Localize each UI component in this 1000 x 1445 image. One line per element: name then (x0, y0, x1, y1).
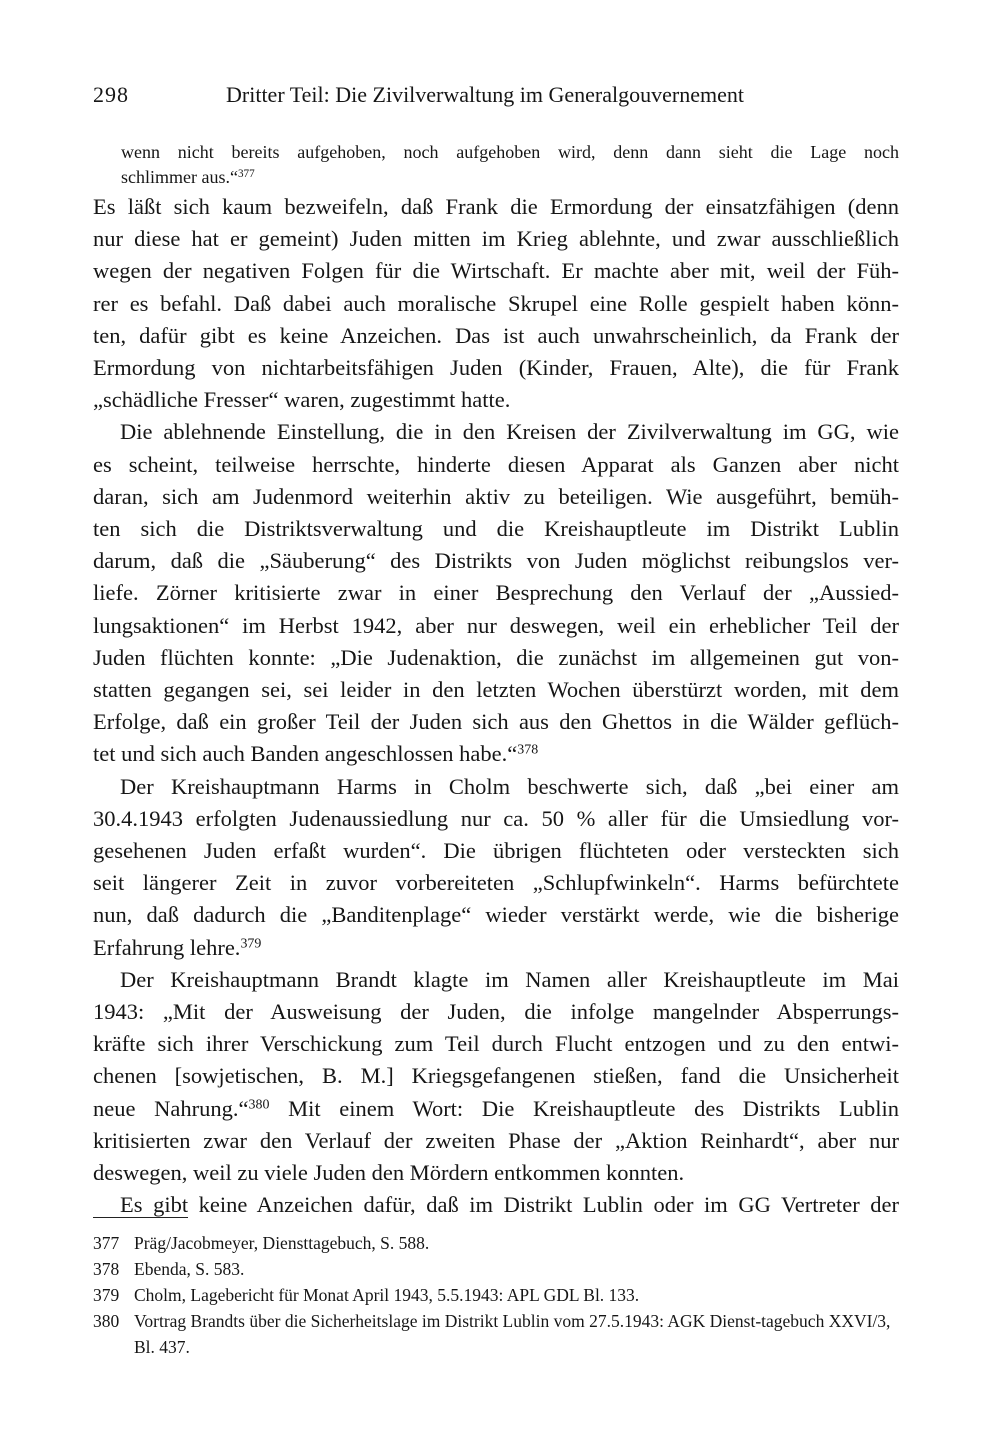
body-text (93, 191, 899, 1222)
text-line (93, 738, 899, 770)
footnote (93, 1230, 899, 1256)
footnote-text: Cholm, Lagebericht für Monat April 1943, 5.5.1943: APL GDL Bl. 133. (134, 1285, 640, 1305)
footnote-rule (93, 1217, 188, 1218)
paragraph (93, 1189, 899, 1221)
text-line: Ermordung von nichtarbeitsfähigen Juden (Kinder, Frauen, Alte), die für Frank (93, 355, 899, 381)
footnote-text: Ebenda, S. 583. (134, 1259, 245, 1279)
quote-line: wenn nicht bereits aufgehoben, noch aufgehoben wird, denn dann sieht die Lage noch (121, 142, 899, 162)
text-line: 30.4.1943 erfolgten Judenaussiedlung nur ca. 50 % aller für die Umsiedlung vor- (93, 805, 899, 831)
text-line: 1943: „Mit der Ausweisung der Juden, die infolge mangelnder Absperrungs- (93, 999, 899, 1025)
paragraph (93, 964, 899, 1189)
footnote-ref: 379 (240, 936, 262, 951)
footnote-number: 378 (93, 1259, 120, 1279)
footnote-number: 377 (93, 1233, 120, 1253)
text-line: es scheint, teilweise herrschte, hinderte diesen Apparat als Ganzen aber nicht (93, 451, 899, 477)
text-line: wegen der negativen Folgen für die Wirtschaft. Er machte aber mit, weil der Füh- (93, 258, 899, 284)
text-line: Die ablehnende Einstellung, die in den Kreisen der Zivilverwaltung im GG, wie (120, 419, 899, 445)
paragraph (93, 191, 899, 416)
text-line: Der Kreishauptmann Brandt klagte im Namen aller Kreishauptleute im Mai (120, 966, 899, 992)
text-line: kritisierten zwar den Verlauf der zweiten Phase der „Aktion Reinhardt“, aber nur (93, 1127, 899, 1153)
text-line-content: Erfahrung lehre. (93, 934, 241, 960)
text-line: Der Kreishauptmann Harms in Cholm beschwerte sich, daß „bei einer am (120, 773, 899, 799)
footnote-number: 380 (93, 1311, 120, 1331)
paragraph (93, 771, 899, 964)
footnote-ref: 377 (237, 167, 255, 180)
footnote-ref: 380 (248, 1097, 270, 1113)
quote-line-last (121, 165, 899, 190)
text-line: Es gibt keine Anzeichen dafür, daß im Distrikt Lublin oder im GG Vertreter der (120, 1192, 899, 1218)
paragraph (93, 416, 899, 770)
text-line: rer es befahl. Daß dabei auch moralische Skrupel eine Rolle gespielt haben könn- (93, 290, 899, 316)
footnote-number: 379 (93, 1285, 120, 1305)
running-title: Dritter Teil: Die Zivilverwaltung im Generalgouvernement (226, 82, 744, 107)
text-line: daran, sich am Judenmord weiterhin aktiv zu beteiligen. Wie ausgeführt, bemüh- (93, 483, 899, 509)
text-line: chenen [sowjetischen, B. M.] Kriegsgefangenen stießen, fand die Unsicherheit (93, 1063, 899, 1089)
block-quote (121, 140, 899, 190)
text-line: „schädliche Fresser“ waren, zugestimmt hatte. (93, 387, 511, 413)
text-line: darum, daß die „Säuberung“ des Distrikts von Juden möglichst reibungslos ver- (93, 548, 899, 574)
text-line: seit längerer Zeit in zuvor vorbereiteten „Schlupfwinkeln“. Harms befürchtete (93, 870, 899, 896)
footnote-text: Präg/Jacobmeyer, Diensttagebuch, S. 588. (134, 1233, 430, 1253)
text-line (93, 1093, 899, 1125)
text-line-content: tet und sich auch Banden angeschlossen habe.“ (93, 741, 518, 767)
footnote (93, 1256, 899, 1282)
text-line: Juden flüchten konnte: „Die Judenaktion, die zunächst im allgemeinen gut von- (93, 644, 899, 670)
text-line: nun, daß dadurch die „Banditenplage“ wieder verstärkt werde, wie die bisherige (93, 902, 899, 928)
text-line: kräfte sich ihrer Verschickung zum Teil durch Flucht entzogen und zu den entwi- (93, 1031, 899, 1057)
text-line: Erfolge, daß ein großer Teil der Juden sich aus den Ghettos in die Wälder geflüch- (93, 709, 899, 735)
text-line: deswegen, weil zu viele Juden den Mördern entkommen konnten. (93, 1160, 685, 1186)
footnotes (93, 1230, 899, 1360)
running-header (93, 82, 744, 108)
text-line: nur diese hat er gemeint) Juden mitten im Krieg ablehnte, und zwar ausschließlich (93, 226, 899, 252)
page-number: 298 (93, 82, 129, 107)
text-line-content: Mit einem Wort: Die Kreishauptleute des Distrikts Lublin (269, 1095, 899, 1121)
text-line: Es läßt sich kaum bezweifeln, daß Frank die Ermordung der einsatzfähigen (denn (93, 194, 899, 219)
footnote (93, 1308, 899, 1360)
text-line: statten gegangen sei, sei leider in den letzten Wochen überstürzt worden, mit dem (93, 677, 899, 703)
footnote-ref: 378 (517, 742, 539, 758)
text-line (93, 932, 899, 964)
text-line: gesehenen Juden erfaßt wurden“. Die übrigen flüchteten oder versteckten sich (93, 838, 899, 864)
text-line: ten sich die Distriktsverwaltung und die Kreishauptleute im Distrikt Lublin (93, 516, 899, 542)
text-line: ten, dafür gibt es keine Anzeichen. Das ist auch unwahrscheinlich, da Frank der (93, 322, 899, 348)
text-line: lungsaktionen“ im Herbst 1942, aber nur deswegen, weil ein erheblicher Teil der (93, 612, 899, 638)
text-line-content: neue Nahrung.“ (93, 1095, 249, 1121)
footnote (93, 1282, 899, 1308)
quote-line-text: schlimmer aus.“ (121, 167, 238, 187)
text-line: liefe. Zörner kritisierte zwar in einer Besprechung den Verlauf der „Aussied- (93, 580, 899, 606)
footnote-text: Vortrag Brandts über die Sicherheitslage im Distrikt Lublin vom 27.5.1943: AGK Dienst-tagebuch XXVI/3, Bl. 437. (134, 1311, 891, 1357)
